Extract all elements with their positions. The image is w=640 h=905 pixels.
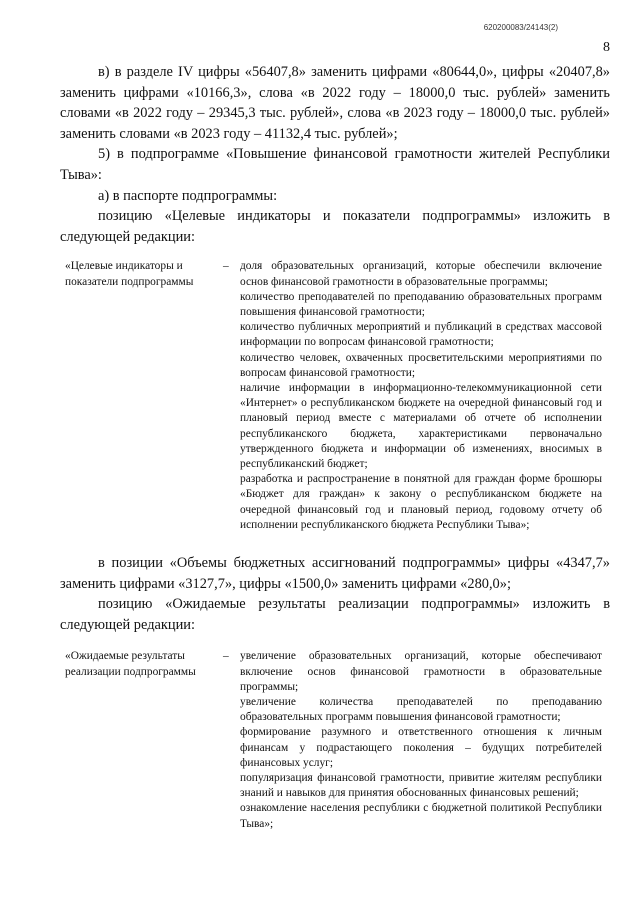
list-item: ознакомление населения республики с бюджетной политикой Республики Тыва»; (240, 802, 602, 830)
list-item: формирование разумного и ответственного отношения к личным финансам у подрастающего поколения – будущих потребителей финансовых услуг; (240, 726, 602, 769)
indicators-label: «Целевые индикаторы и показатели подпрограммы (65, 260, 194, 288)
list-item: популяризация финансовой грамотности, привитие жителям республики знаний и навыков для принятия обоснованных финансовых решений; (240, 772, 602, 800)
paragraph-budget-allocations: в позиции «Объемы бюджетных ассигнований подпрограммы» цифры «4347,7» заменить цифрами «3127,7», цифры «1500,0» заменить цифрами «280,0»; (60, 555, 610, 592)
paragraph-subprogram: 5) в подпрограмме «Повышение финансовой грамотности жителей Республики Тыва»: (60, 146, 610, 183)
indicators-dash: – (223, 260, 229, 273)
paragraph-indicators-intro: позицию «Целевые индикаторы и показатели подпрограммы» изложить в следующей редакции: (60, 208, 610, 245)
paragraph-section-iv: в) в разделе IV цифры «56407,8» заменить цифрами «80644,0», цифры «20407,8» заменить цифрами «10166,3», слова «в 2022 году – 18000,0 тыс. рублей» заменить словами «в 2022 году – 29345,3 тыс. рублей», слова «в 2023 году – 18000,0 тыс. рублей» заменить словами «в 2023 году – 41132,4 тыс. рублей»; (60, 64, 610, 142)
results-list (240, 649, 602, 831)
results-table (60, 649, 610, 831)
page-number: 8 (603, 40, 610, 55)
results-dash: – (223, 650, 229, 663)
list-item: наличие информации в информационно-телекоммуникационной сети «Интернет» о республиканском бюджете на очередной финансовый год и плановый период вместе с материалами об отчете об исполнении республиканского бюджета, характеристиками первоначально утвержденного бюджета и информации об изменениях, вносимых в республиканский бюджет; (240, 381, 602, 470)
list-item: доля образовательных организаций, которые обеспечили включение основ финансовой грамотности в образовательные программы; (240, 260, 602, 288)
list-item: количество публичных мероприятий и публикаций в средствах массовой информации по вопросам финансовой грамотности; (240, 321, 602, 349)
document-body (60, 62, 610, 832)
list-item: количество преподавателей по преподаванию образовательных программ повышения финансовой грамотности; (240, 290, 602, 318)
list-item: увеличение количества преподавателей по преподаванию образовательных программ повышения финансовой грамотности; (240, 695, 602, 724)
results-label: «Ожидаемые результаты реализации подпрограммы (65, 650, 196, 678)
document-id: 620200083/24143(2) (483, 23, 558, 32)
paragraph-passport: а) в паспорте подпрограммы: (98, 187, 278, 204)
paragraph-results-intro: позицию «Ожидаемые результаты реализации подпрограммы» изложить в следующей редакции: (60, 596, 610, 633)
list-item: увеличение образовательных организаций, которые обеспечивают включение основ финансовой грамотности в образовательные программы; (240, 650, 602, 693)
list-item: разработка и распространение в понятной для граждан форме брошюры «Бюджет для граждан» к закону о республиканском бюджете на очередной финансовый год и плановый период, годовому отчету об исполнении республиканского бюджета Республики Тыва»; (240, 473, 602, 531)
indicators-table (60, 259, 610, 533)
list-item: количество человек, охваченных просветительскими мероприятиями по вопросам финансовой грамотности; (240, 351, 602, 379)
indicators-list (240, 259, 602, 533)
